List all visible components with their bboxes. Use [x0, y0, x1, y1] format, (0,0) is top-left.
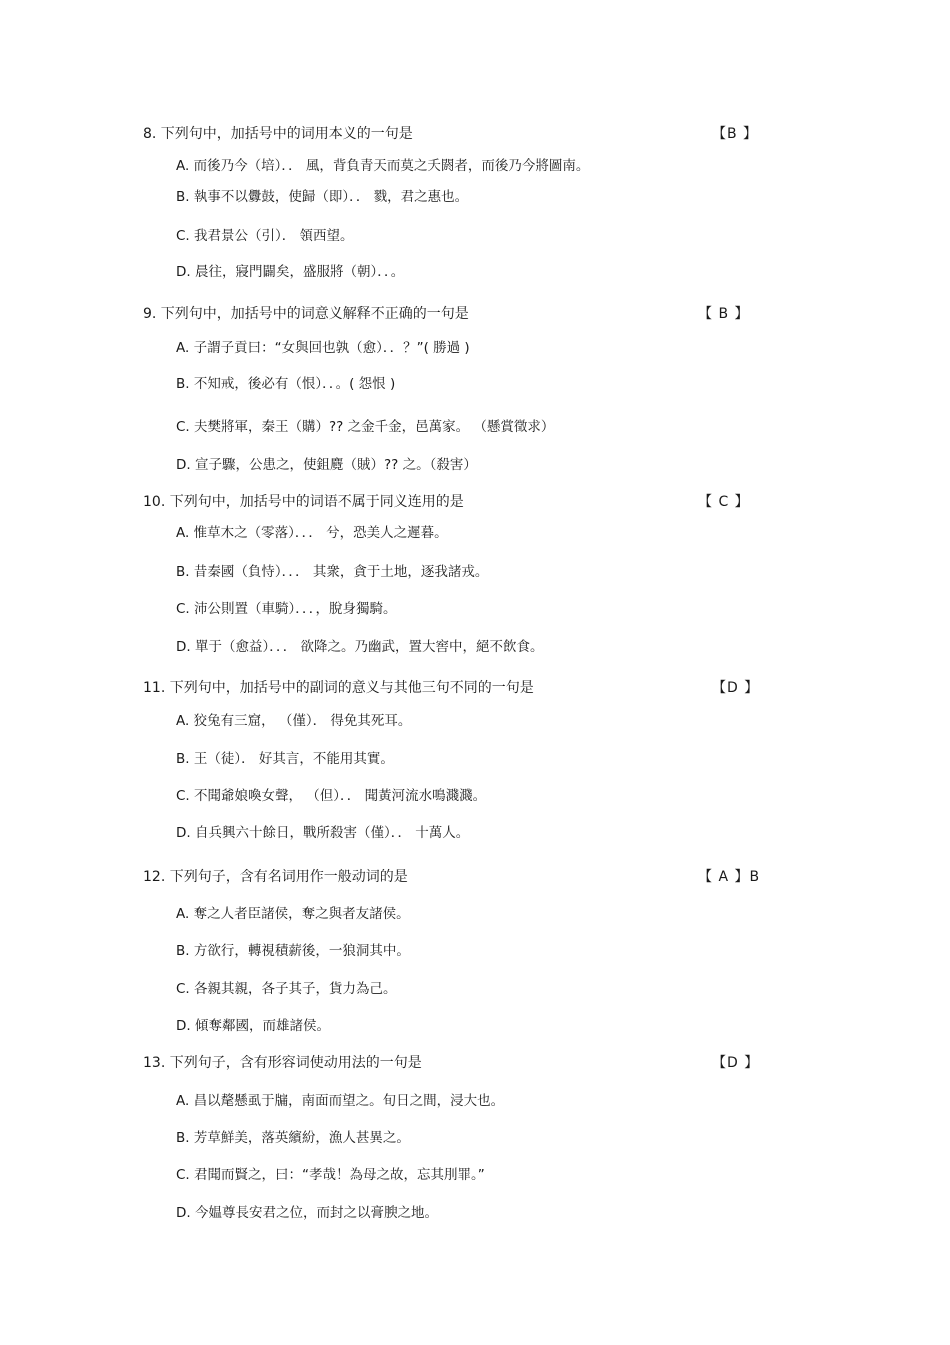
question-stem: 10. 下列句中，加括号中的词语不属于同义连用的是	[143, 494, 464, 510]
option-c: C. 我君景公（引）． 領西望。	[176, 228, 354, 244]
option-d: D. 今媪尊長安君之位，而封之以膏腴之地。	[176, 1205, 438, 1221]
option-b: B. 王（徒）． 好其言，不能用其實。	[176, 751, 394, 767]
option-a: A. 子謂子貢曰：“女與回也孰（愈）．．？”( 勝過 )	[176, 340, 470, 356]
option-a: A. 惟草木之（零落）．．． 兮，恐美人之遲暮。	[176, 525, 448, 541]
question-stem: 11. 下列句中，加括号中的副词的意义与其他三句不同的一句是	[143, 680, 534, 696]
option-c: C. 各親其親，各子其子，貨力為己。	[176, 981, 397, 997]
question-stem: 13. 下列句子，含有形容词使动用法的一句是	[143, 1055, 422, 1071]
option-a: A. 昌以氂懸虱于牖，南面而望之。旬日之間，浸大也。	[176, 1093, 505, 1109]
answer-bracket: 【 A 】B	[698, 869, 761, 885]
option-d: D. 單于（愈益）．．． 欲降之。乃幽武，置大窖中，絕不飲食。	[176, 639, 544, 655]
option-b: B. 執事不以釁鼓，使歸（即）．． 戮，君之惠也。	[176, 189, 469, 205]
option-c: C. 沛公則置（車騎）．．．，脫身獨騎。	[176, 601, 397, 617]
option-d: D. 自兵興六十餘日，戰所殺害（僅）．． 十萬人。	[176, 825, 470, 841]
answer-bracket: 【 B 】	[698, 306, 750, 322]
option-a: A. 狡兔有三窟， （僅）． 得免其死耳。	[176, 713, 412, 729]
option-d: D. 傾奪鄰國，而雄諸侯。	[176, 1018, 330, 1034]
option-a: A. 而後乃今（培）．． 風，背負青天而莫之夭閼者，而後乃今將圖南。	[176, 158, 590, 174]
option-d: D. 晨往，寢門闢矣，盛服將（朝）．．。	[176, 264, 405, 280]
question-stem: 8. 下列句中，加括号中的词用本义的一句是	[143, 126, 413, 142]
option-a: A. 奪之人者臣諸侯，奪之與者友諸侯。	[176, 906, 410, 922]
answer-bracket: 【D 】	[712, 680, 760, 696]
question-stem: 9. 下列句中，加括号中的词意义解释不正确的一句是	[143, 306, 469, 322]
option-d: D. 宣子驟，公患之，使鉏麑（賊）?? 之。（殺害）	[176, 457, 477, 473]
option-c: C. 不聞爺娘喚女聲， （但）．． 聞黃河流水鳴濺濺。	[176, 788, 487, 804]
answer-bracket: 【B 】	[712, 126, 759, 142]
answer-bracket: 【D 】	[712, 1055, 760, 1071]
option-c: C. 夫樊將軍，秦王（購）?? 之金千金，邑萬家。 （懸賞徵求）	[176, 419, 555, 435]
option-c: C. 君聞而賢之，曰：“孝哉！為母之故，忘其刖罪。”	[176, 1167, 485, 1183]
answer-bracket: 【 C 】	[698, 494, 750, 510]
option-b: B. 方欲行，轉視積薪後，一狼洞其中。	[176, 943, 410, 959]
option-b: B. 不知戒，後必有（恨）．．。( 怨恨 )	[176, 376, 396, 392]
option-b: B. 芳草鮮美，落英繽紛，漁人甚異之。	[176, 1130, 410, 1146]
option-b: B. 昔秦國（負恃）．．． 其衆，貪于土地，逐我諸戎。	[176, 564, 489, 580]
question-stem: 12. 下列句子，含有名词用作一般动词的是	[143, 869, 408, 885]
